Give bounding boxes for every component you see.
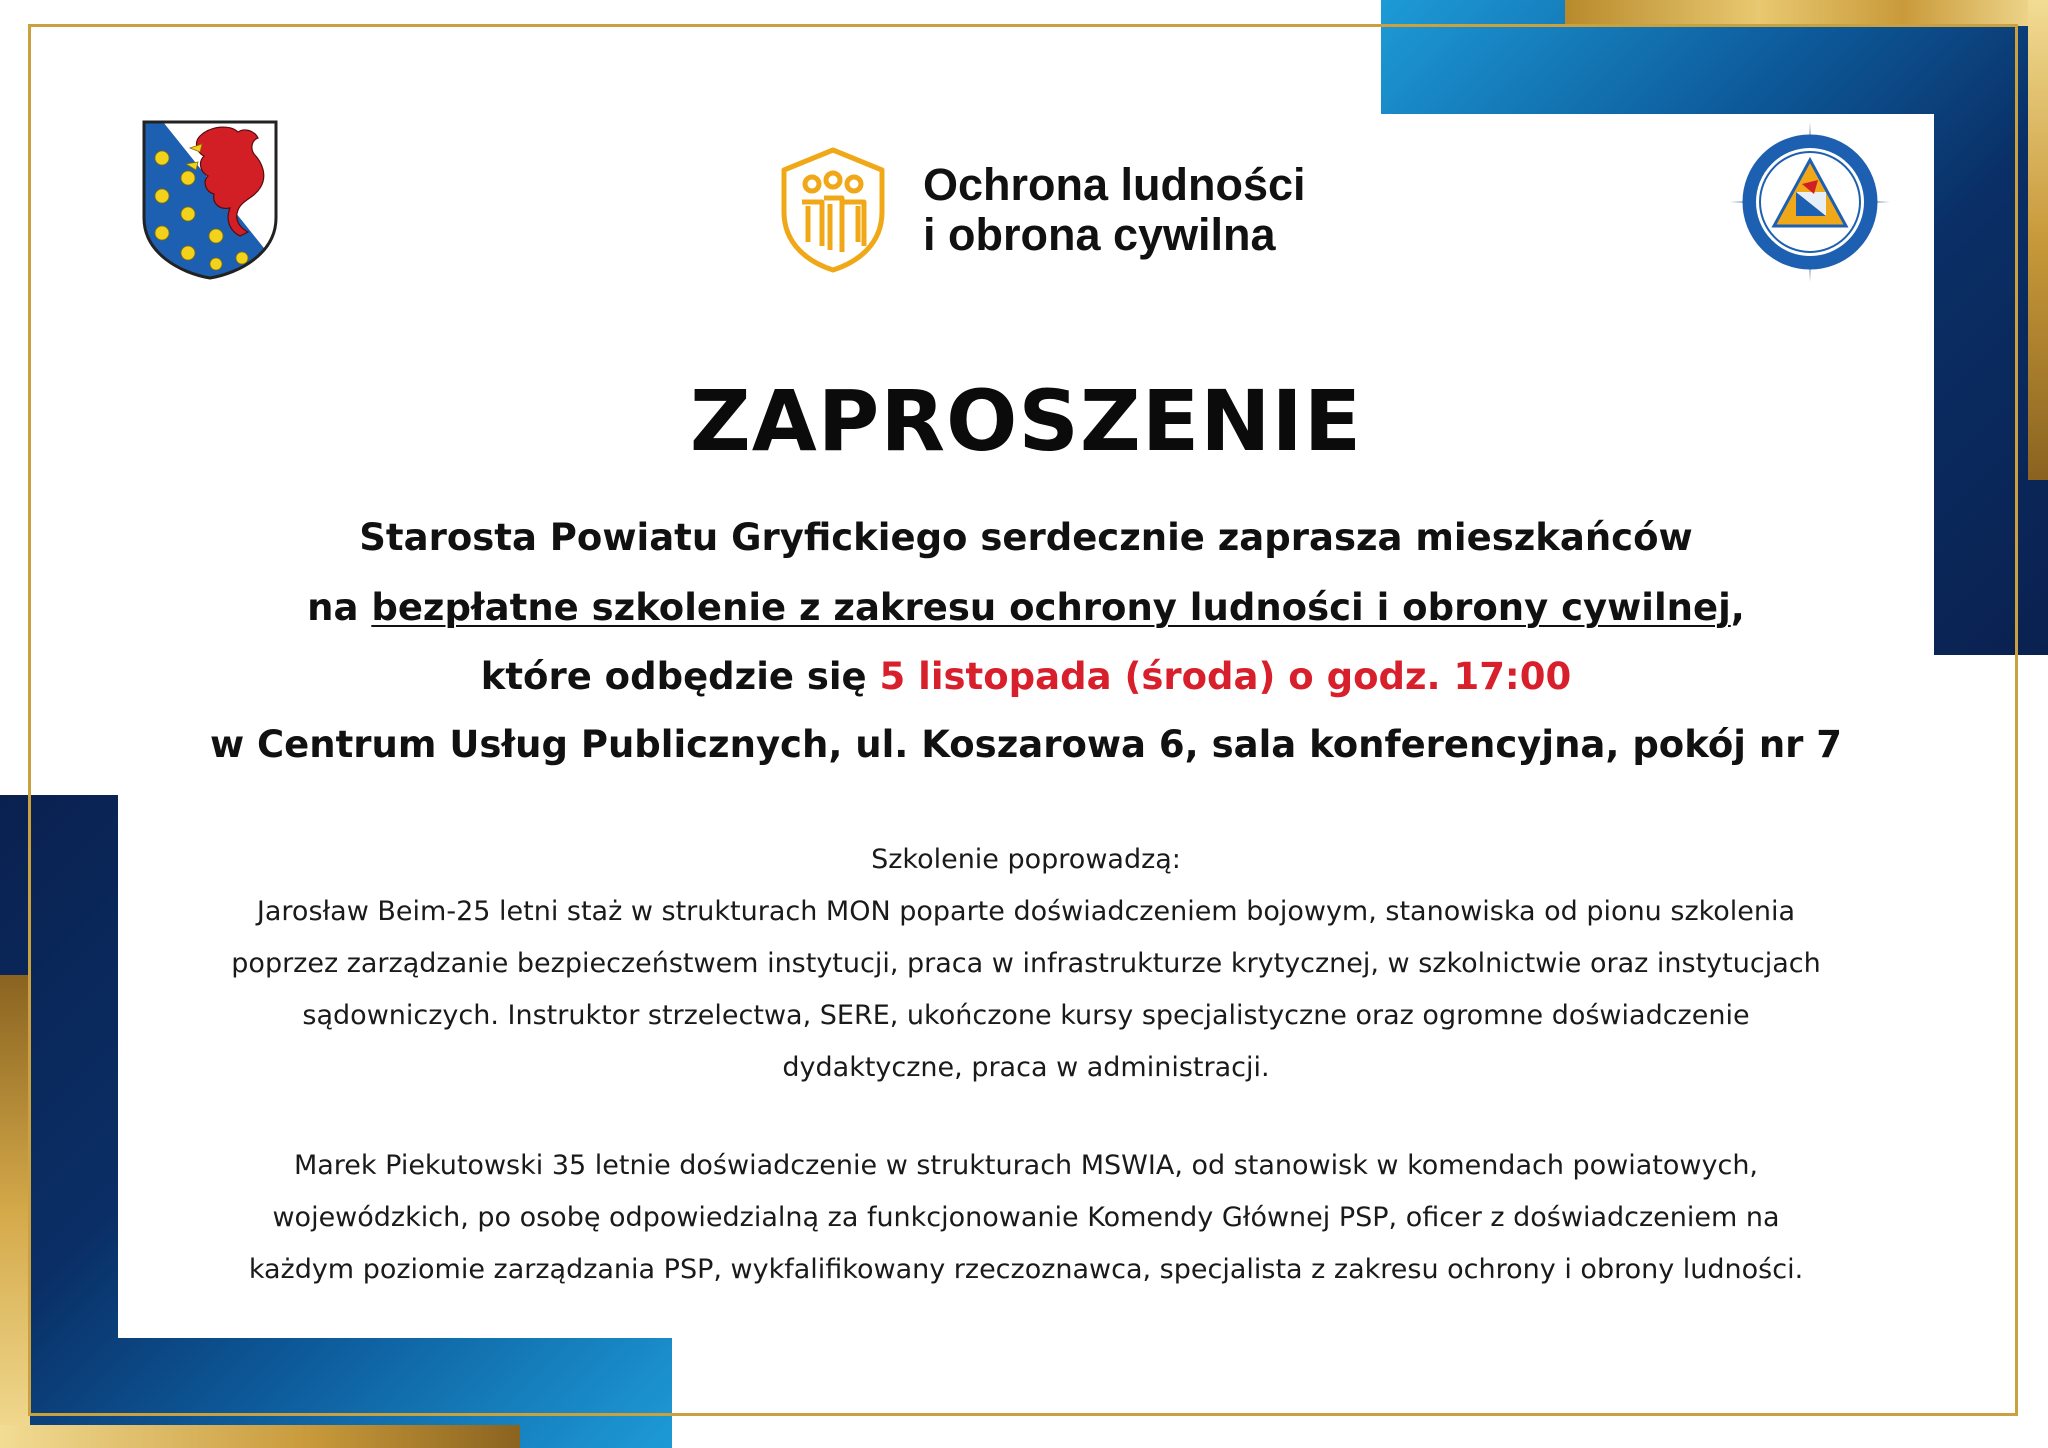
trainer-2-line: Marek Piekutowski 35 letnie doświadczenie w strukturach MSWIA, od stanowisk w komendach powiatowych, xyxy=(293,1150,1759,1181)
lead-line-2 xyxy=(118,586,1934,629)
trainer-1-line: poprzez zarządzanie bezpieczeństwem instytucji, praca w infrastrukturze krytycznej, w szkolnictwie oraz instytucjach xyxy=(231,948,1821,979)
logo-title-line2: i obrona cywilna xyxy=(923,209,1276,260)
trainers-heading: Szkolenie poprowadzą: xyxy=(871,844,1181,875)
trainer-2-line: każdym poziomie zarządzania PSP, wykfalifikowany rzeczoznawca, specjalista z zakresu ochrony i obrony ludności. xyxy=(248,1254,1804,1285)
decor-left-gold-strip xyxy=(0,975,30,1448)
trainer-2-section xyxy=(118,1140,1934,1296)
decor-bottom-gold-strip xyxy=(0,1425,520,1448)
trainer-2-line: wojewódzkich, po osobę odpowiedzialną za funkcjonowanie Komendy Głównej PSP, oficer z doświadczeniem na xyxy=(272,1202,1780,1233)
civil-protection-people-icon xyxy=(778,146,888,274)
coat-of-arms-icon xyxy=(140,118,280,280)
training-topic: bezpłatne szkolenie z zakresu ochrony ludności i obrony cywilnej xyxy=(371,586,1731,629)
lead-line-1: Starosta Powiatu Gryfickiego serdecznie zaprasza mieszkańców xyxy=(359,516,1693,559)
event-location: w Centrum Usług Publicznych, ul. Koszarowa 6, sala konferencyjna, pokój nr 7 xyxy=(209,723,1843,766)
trainer-1-line: sądowniczych. Instruktor strzelectwa, SERE, ukończone kursy specjalistyczne oraz ogromne doświadczenie xyxy=(302,1000,1750,1031)
lead-line-2-prefix: na xyxy=(307,586,372,629)
logo-title xyxy=(923,160,1306,260)
decor-right-gold-strip xyxy=(2028,0,2048,480)
trainer-1-line: Jarosław Beim-25 letni staż w strukturach MON poparte doświadczeniem bojowym, stanowiska od pionu szkolenia xyxy=(256,896,1796,927)
lead-line-2-suffix: , xyxy=(1730,586,1745,629)
lead-line-3-prefix: które odbędzie się xyxy=(480,655,880,698)
lead-line-3 xyxy=(118,655,1934,698)
trainers-section xyxy=(118,834,1934,1094)
invitation-title: ZAPROSZENIE xyxy=(689,372,1363,470)
logo-title-line1: Ochrona ludności xyxy=(923,159,1306,210)
event-date-time: 5 listopada (środa) o godz. 17:00 xyxy=(879,655,1572,698)
crisis-management-badge-icon xyxy=(1730,122,1890,282)
decor-top-gold-strip xyxy=(1565,0,2048,26)
trainer-1-line: dydaktyczne, praca w administracji. xyxy=(782,1052,1270,1083)
